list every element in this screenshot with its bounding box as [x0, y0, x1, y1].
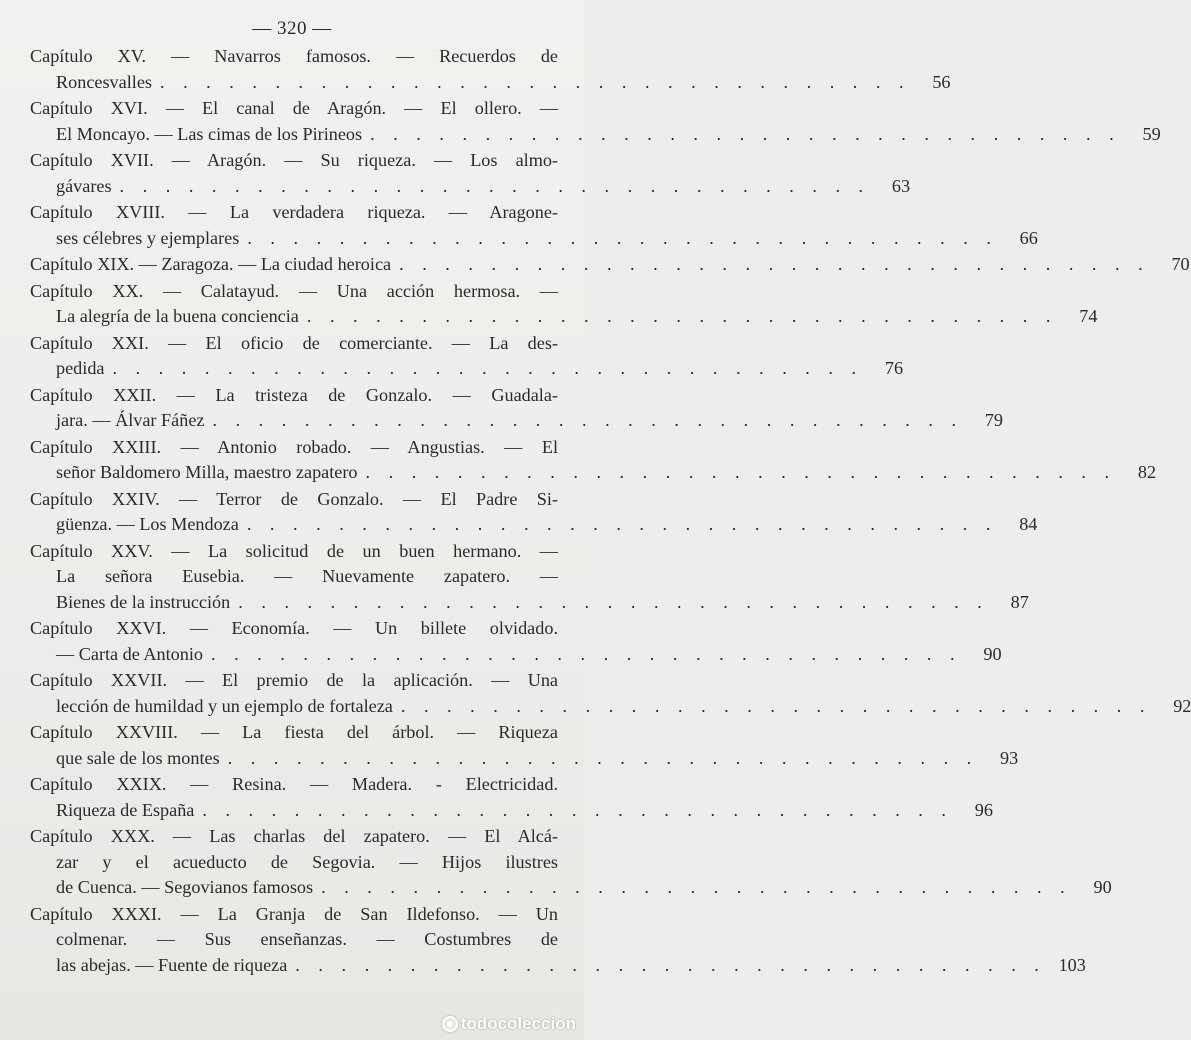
toc-page-number: 59: [1142, 123, 1161, 144]
toc-entry-line: Capítulo XXVIII. — La fiesta del árbol. — Riqueza: [30, 722, 558, 742]
toc-entry-line: Capítulo XXII. — La tristeza de Gonzalo. — Guadala-: [30, 384, 558, 405]
toc-entry-title: gávares: [56, 175, 112, 196]
watermark: [442, 1014, 576, 1034]
toc-entry-title: que sale de los montes: [56, 747, 220, 768]
toc-entry-title: de Cuenca. — Segovianos famosos: [56, 877, 314, 897]
toc-entry: [30, 487, 1038, 538]
toc-entry-line: Capítulo XXIII. — Antonio robado. — Angustias. — El: [30, 436, 558, 457]
toc-entry: [30, 96, 1161, 147]
toc-entry-line: zar y el acueducto de Segovia. — Hijos ilustres: [56, 851, 558, 872]
toc-entry-line: Capítulo XX. — Calatayud. — Una acción hermosa. —: [30, 280, 558, 301]
toc-entry: [30, 720, 1019, 771]
toc-page-number: 103: [1058, 954, 1086, 975]
toc-entry-line: Capítulo XXXI. — La Granja de San Ildefonso. — Un: [30, 903, 558, 924]
toc-entry-title: jara. — Álvar Fáñez: [56, 410, 205, 430]
table-of-contents: [30, 44, 1191, 979]
toc-entry-title: Capítulo XIX. — Zaragoza. — La ciudad heroica: [30, 254, 392, 274]
toc-entry-line: [30, 174, 911, 200]
leader-dots: . . . . . . . . . . . . . . . . . . . . . . . . . . . . . . . . .: [400, 695, 1152, 716]
toc-page-number: 56: [932, 71, 951, 92]
toc-page-number: 93: [1000, 747, 1019, 768]
toc-entry-title: La alegría de la buena conciencia: [56, 306, 299, 326]
toc-entry: [30, 252, 1190, 278]
leader-dots: . . . . . . . . . . . . . . . . . . . . . . . . . . . . . . . . .: [227, 747, 979, 768]
toc-entry: [30, 902, 1086, 979]
toc-page-number: 79: [984, 410, 1004, 430]
toc-entry: [30, 824, 1112, 901]
toc-entry-line: [30, 746, 1019, 772]
toc-entry-title: Roncesvalles: [56, 71, 152, 92]
toc-entry-line: [30, 460, 1157, 486]
toc-entry-line: [30, 590, 1029, 616]
toc-page-number: 66: [1019, 227, 1038, 248]
leader-dots: . . . . . . . . . . . . . . . . . . . . . . . . . . . . . . . . .: [306, 306, 1058, 326]
toc-entry: [30, 200, 1038, 251]
toc-page-number: 96: [974, 799, 993, 820]
toc-page-number: 90: [1093, 877, 1112, 897]
toc-entry-line: Capítulo XVII. — Aragón. — Su riqueza. — Los almo-: [30, 150, 558, 170]
toc-entry-title: las abejas. — Fuente de riqueza: [56, 954, 288, 975]
toc-entry-line: Capítulo XXVI. — Economía. — Un billete olvidado.: [30, 618, 558, 638]
toc-entry-line: [30, 642, 1002, 668]
toc-entry: [30, 331, 904, 382]
leader-dots: . . . . . . . . . . . . . . . . . . . . . . . . . . . . . . . . .: [321, 877, 1072, 897]
toc-entry-line: [30, 875, 1112, 901]
toc-entry: [30, 539, 1029, 616]
toc-page-number: 63: [891, 175, 911, 196]
toc-entry-line: [30, 356, 904, 382]
toc-entry-line: [30, 70, 951, 96]
toc-entry-title: Bienes de la instrucción: [56, 591, 231, 612]
toc-entry: [30, 435, 1157, 486]
toc-entry-line: [30, 252, 1190, 278]
toc-entry-line: [30, 304, 1098, 330]
leader-dots: . . . . . . . . . . . . . . . . . . . . . . . . . . . . . . . . .: [370, 123, 1121, 144]
toc-entry: [30, 279, 1098, 330]
toc-entry: [30, 44, 951, 95]
toc-entry-line: Capítulo XXVII. — El premio de la aplicación. — Una: [30, 670, 558, 690]
toc-entry-title: señor Baldomero Milla, maestro zapatero: [56, 462, 358, 482]
leader-dots: . . . . . . . . . . . . . . . . . . . . . . . . . . . . . . . . .: [212, 410, 964, 430]
watermark-logo-icon: [442, 1016, 458, 1032]
toc-page-number: 90: [983, 643, 1002, 664]
toc-page-number: 74: [1079, 306, 1098, 326]
toc-entry: [30, 148, 911, 199]
toc-entry-line: Capítulo XXIX. — Resina. — Madera. - Electricidad.: [30, 774, 558, 794]
toc-entry-title: El Moncayo. — Las cimas de los Pirineos: [56, 123, 363, 144]
toc-entry-title: güenza. — Los Mendoza: [56, 514, 239, 534]
toc-entry-title: ses célebres y ejemplares: [56, 227, 240, 248]
toc-entry-line: [30, 408, 1004, 434]
toc-page-number: 82: [1137, 462, 1157, 482]
toc-entry-title: — Carta de Antonio: [56, 643, 203, 664]
toc-entry: [30, 668, 1191, 719]
toc-entry-line: Capítulo XXX. — Las charlas del zapatero. — El Alcá-: [30, 826, 558, 846]
toc-entry-line: Capítulo XV. — Navarros famosos. — Recuerdos de: [30, 46, 558, 66]
toc-entry-line: La señora Eusebia. — Nuevamente zapatero. —: [56, 566, 558, 586]
leader-dots: . . . . . . . . . . . . . . . . . . . . . . . . . . . . . . . . .: [247, 227, 998, 248]
toc-page-number: 84: [1019, 514, 1038, 534]
toc-entry: [30, 616, 1002, 667]
toc-page-number: 92: [1173, 695, 1191, 716]
toc-page-number: 70: [1171, 254, 1190, 274]
watermark-text: todocoleccion: [460, 1014, 576, 1033]
leader-dots: . . . . . . . . . . . . . . . . . . . . . . . . . . . . . . . . .: [295, 954, 1046, 975]
toc-entry-line: [30, 122, 1161, 148]
toc-entry-line: [30, 694, 1191, 720]
toc-entry-line: colmenar. — Sus enseñanzas. — Costumbres de: [56, 929, 558, 949]
toc-entry-line: [30, 512, 1038, 538]
leader-dots: . . . . . . . . . . . . . . . . . . . . . . . . . . . . . . . . .: [246, 514, 998, 534]
toc-entry-line: Capítulo XXV. — La solicitud de un buen hermano. —: [30, 540, 558, 561]
toc-entry-line: Capítulo XVI. — El canal de Aragón. — El ollero. —: [30, 98, 558, 118]
leader-dots: . . . . . . . . . . . . . . . . . . . . . . . . . . . . . . . . .: [399, 254, 1150, 274]
page-number: — 320 —: [252, 18, 332, 39]
leader-dots: . . . . . . . . . . . . . . . . . . . . . . . . . . . . . . . . .: [238, 591, 989, 612]
toc-entry: [30, 772, 993, 823]
leader-dots: . . . . . . . . . . . . . . . . . . . . . . . . . . . . . . . . .: [211, 643, 962, 664]
toc-entry-line: Capítulo XXI. — El oficio de comerciante. — La des-: [30, 332, 558, 353]
leader-dots: . . . . . . . . . . . . . . . . . . . . . . . . . . . . . . . . .: [112, 358, 864, 378]
toc-entry-title: Riqueza de España: [56, 799, 195, 820]
leader-dots: . . . . . . . . . . . . . . . . . . . . . . . . . . . . . . . . .: [365, 462, 1117, 482]
toc-entry-line: [30, 953, 1086, 979]
toc-entry-line: [30, 798, 993, 824]
toc-entry-line: [30, 226, 1038, 252]
toc-page-number: 87: [1010, 591, 1029, 612]
toc-entry-title: lección de humildad y un ejemplo de fortaleza: [56, 695, 393, 716]
toc-entry: [30, 383, 1004, 434]
toc-page-number: 76: [884, 358, 904, 378]
toc-entry-line: Capítulo XVIII. — La verdadera riqueza. — Aragone-: [30, 202, 558, 222]
leader-dots: . . . . . . . . . . . . . . . . . . . . . . . . . . . . . . . . .: [202, 799, 953, 820]
toc-entry-line: Capítulo XXIV. — Terror de Gonzalo. — El Padre Si-: [30, 488, 558, 509]
leader-dots: . . . . . . . . . . . . . . . . . . . . . . . . . . . . . . . . .: [159, 71, 911, 92]
leader-dots: . . . . . . . . . . . . . . . . . . . . . . . . . . . . . . . . .: [119, 175, 871, 196]
toc-entry-title: pedida: [56, 358, 105, 378]
